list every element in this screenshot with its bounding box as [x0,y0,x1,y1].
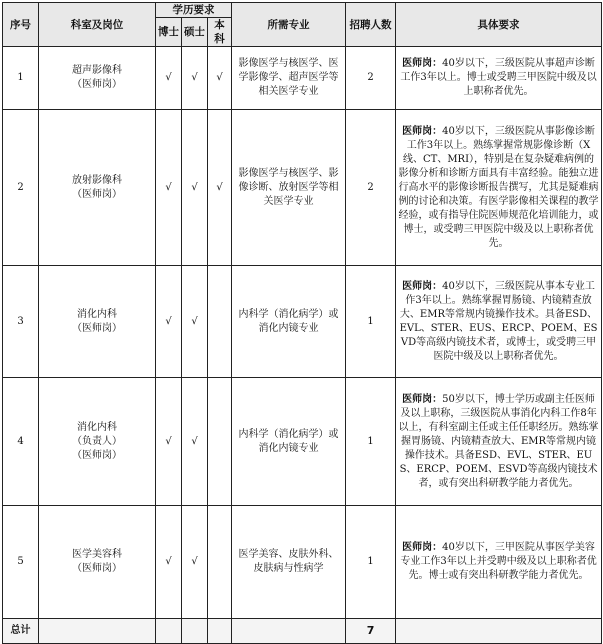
doctor-check: √ [156,266,182,378]
department-line: （医师岗） [72,449,122,461]
table-row [3,47,602,110]
doctor-check: √ [156,47,182,110]
row-major: 内科学（消化病学）或消化内镜专业 [232,266,346,378]
row-department [39,506,156,619]
row-requirements [396,110,602,266]
master-check: √ [182,506,208,619]
master-check: √ [182,378,208,506]
department-line: （医师岗） [72,188,122,200]
total-count: 7 [346,619,396,644]
header-master: 硕士 [182,18,208,47]
row-major: 医学美容、皮肤外科、皮肤病与性病学 [232,506,346,619]
table-row [3,506,602,619]
department-line: 放射影像科 [72,174,122,186]
requirement-text: 40岁以下，三级医院从事本专业工作3年以上。熟练掌握胃肠镜、内镜精查放大、EMR等常规内镜操作技术。具备ESD、EVL、STER、EUS、ERCP、POEM、ESVD等高级内镜技术者，或博士，或受聘三甲医院中级及以上职称者优先。 [399,280,598,362]
bachelor-check [208,506,232,619]
row-count: 1 [346,378,396,506]
bachelor-check: √ [208,47,232,110]
row-count: 1 [346,266,396,378]
requirement-label: 医师岗： [402,280,443,292]
bachelor-check [208,378,232,506]
row-major: 影像医学与核医学、医学影像学、超声医学等相关医学专业 [232,47,346,110]
doctor-check: √ [156,506,182,619]
department-line: （医师岗） [72,563,122,574]
table-row [3,378,602,506]
header-major: 所需专业 [232,3,346,47]
total-empty [396,619,602,644]
table-header [3,3,602,47]
header-requirements: 具体要求 [396,3,602,47]
department-line: 医学美容科 [72,549,122,560]
row-requirements [396,506,602,619]
requirement-label: 医师岗： [402,542,443,553]
master-check: √ [182,47,208,110]
row-department [39,110,156,266]
row-index: 1 [3,47,39,110]
row-department [39,378,156,506]
table-body [3,47,602,644]
total-empty [232,619,346,644]
row-count: 1 [346,506,396,619]
department-line: （医师岗） [72,322,122,334]
row-major: 内科学（消化病学）或消化内镜专业 [232,378,346,506]
doctor-check: √ [156,378,182,506]
requirement-text: 40岁以下，三级医院从事影像诊断工作3年以上。熟练掌握常规影像诊断（X线、CT、MRI），特别是在复杂疑难病例的影像分析和诊断方面具有丰富经验。能独立进行高水平的影像诊断报告撰写，尤其是疑难病例的讨论和决策。有医学影像相关课程的教学经验，或有指导住院医师规范化培训能力，或博士，或受聘三甲医院中级及以上职称者优先。 [398,125,599,249]
header-department: 科室及岗位 [39,3,156,47]
department-line: 消化内科 [77,308,117,320]
requirement-text: 40岁以下，三级医院从事超声诊断工作3年以上。博士或受聘三甲医院中级及以上职称者优先。 [400,58,597,97]
total-empty [208,619,232,644]
header-index: 序号 [3,3,39,47]
row-major: 影像医学与核医学、影像诊断、放射医学等相关医学专业 [232,110,346,266]
department-line: （医师岗） [72,79,122,90]
doctor-check: √ [156,110,182,266]
header-bachelor: 本科 [208,18,232,47]
row-requirements [396,47,602,110]
table-row [3,110,602,266]
row-requirements [396,378,602,506]
department-line: （负责人） [72,435,122,447]
total-label: 总计 [3,619,39,644]
header-count: 招聘人数 [346,3,396,47]
total-row [3,619,602,644]
recruitment-table [2,2,602,644]
master-check: √ [182,110,208,266]
department-line: 超声影像科 [72,65,122,76]
row-index: 4 [3,378,39,506]
row-department [39,47,156,110]
row-index: 5 [3,506,39,619]
row-count: 2 [346,110,396,266]
bachelor-check: √ [208,110,232,266]
department-line: 消化内科 [77,421,117,433]
table-row [3,266,602,378]
total-empty [39,619,156,644]
row-requirements [396,266,602,378]
requirement-label: 医师岗： [402,125,443,137]
requirement-text: 40岁以下，三甲医院从事医学美容专业工作3年以上并受聘中级及以上职称者优先。博士或有突出科研教学能力者优先。 [400,542,597,581]
requirement-label: 医师岗： [402,58,443,69]
row-index: 3 [3,266,39,378]
master-check: √ [182,266,208,378]
row-department [39,266,156,378]
requirement-text: 50岁以下，博士学历或副主任医师及以上职称，三级医院从事消化内科工作8年以上，有科室副主任或主任任职经历。熟练掌握胃肠镜、内镜精查放大、EMR等常规内镜操作技术。具备ESD、EVL、STER、EUS、ERCP、POEM、ESVD等高级内镜技术者，或有突出科研教学能力者优先。 [398,393,599,489]
header-education: 学历要求 [156,3,232,18]
requirement-label: 医师岗： [402,393,443,405]
row-count: 2 [346,47,396,110]
total-empty [156,619,182,644]
row-index: 2 [3,110,39,266]
bachelor-check [208,266,232,378]
total-empty [182,619,208,644]
header-doctor: 博士 [156,18,182,47]
